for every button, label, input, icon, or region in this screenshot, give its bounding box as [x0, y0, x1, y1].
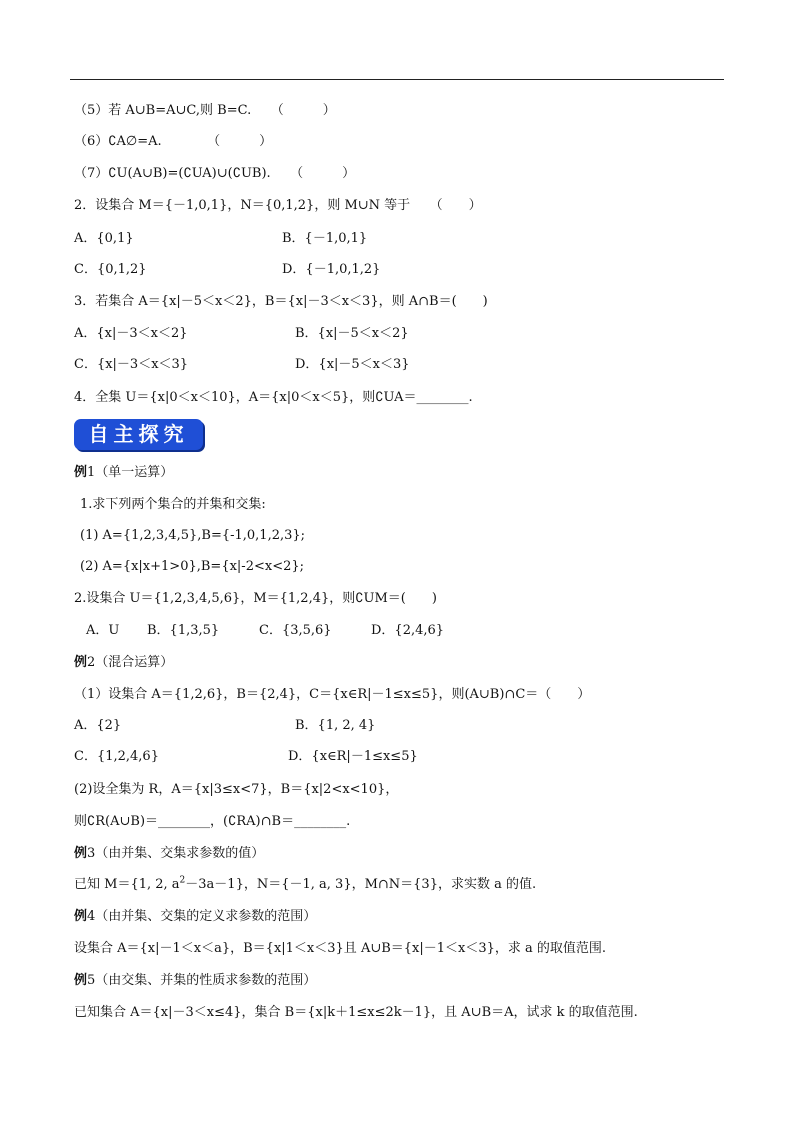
example-1-question-1b: (2) A={x|x+1>0},B={x|-2<x<2};: [80, 559, 305, 574]
option-c: C．{1,2,4,6}: [74, 749, 159, 764]
example-1-question-1a: (1) A={1,2,3,4,5},B={-1,0,1,2,3};: [80, 528, 306, 543]
option-d: D．{x|－5＜x＜3}: [295, 357, 410, 372]
example-3-heading: [74, 845, 264, 863]
option-a: A．{x|－3＜x＜2}: [74, 326, 188, 341]
header-rule: [70, 79, 724, 80]
option-c: C．{3,5,6}: [259, 623, 332, 638]
example-1-question-1: 1.求下列两个集合的并集和交集:: [80, 497, 266, 512]
example-label: 例: [74, 909, 88, 924]
example-4-heading: [74, 908, 316, 926]
example-2-question-2: (2)设全集为 R，A＝{x|3≤x<7}，B＝{x|2<x<10}，: [74, 782, 399, 797]
question-4: 4．全集 U＝{x|0＜x＜10}，A＝{x|0＜x＜5}，则∁UA＝________.: [74, 390, 473, 405]
example-1-question-2: 2.设集合 U＝{1,2,3,4,5,6}，M＝{1,2,4}，则∁UM＝( ): [74, 591, 437, 606]
option-d: D．{2,4,6}: [371, 623, 445, 638]
option-a: A．{0,1}: [74, 231, 134, 246]
option-b: B．{1,3,5}: [147, 623, 220, 638]
question-2: 2．设集合 M＝{－1,0,1}，N＝{0,1,2}，则 M∪N 等于 （ ）: [74, 198, 482, 213]
option-c: C．{x|－3＜x＜3}: [74, 357, 189, 372]
example-1-heading: [74, 464, 173, 482]
item-5: （5）若 A∪B=A∪C,则 B=C. （ ）: [74, 103, 336, 118]
example-2-heading: [74, 654, 173, 672]
example-4-text: 设集合 A＝{x|－1＜x＜a}，B＝{x|1＜x＜3}且 A∪B＝{x|－1＜x＜3}，求 a 的取值范围.: [74, 941, 607, 956]
example-2-question-1: （1）设集合 A＝{1,2,6}，B＝{2,4}，C＝{x∈R|－1≤x≤5}，则(A∪B)∩C＝（ ）: [74, 687, 591, 702]
item-7: （7）∁U(A∪B)=(∁UA)∪(∁UB). （ ）: [74, 166, 356, 181]
example-title: 5（由交集、并集的性质求参数的范围）: [87, 973, 317, 988]
example-5-heading: [74, 972, 316, 990]
item-6: （6）∁A∅=A. （ ）: [74, 134, 273, 149]
example-label: 例: [74, 465, 88, 480]
exponent: 2: [179, 875, 186, 886]
option-b: B．{－1,0,1}: [282, 231, 368, 246]
option-b: B．{x|－5＜x＜2}: [295, 326, 409, 341]
example-5-text: 已知集合 A＝{x|－3＜x≤4}，集合 B＝{x|k＋1≤x≤2k－1}，且 A∪B＝A，试求 k 的取值范围.: [74, 1005, 638, 1020]
example-title: 2（混合运算）: [87, 655, 174, 670]
example-label: 例: [74, 655, 88, 670]
example-3-text-a: 已知 M＝{1, 2, a: [74, 877, 180, 892]
example-2-question-2b: 则∁R(A∪B)＝________，(∁RA)∩B＝________.: [74, 814, 351, 829]
example-title: 3（由并集、交集求参数的值）: [87, 846, 265, 861]
example-title: 1（单一运算）: [87, 465, 174, 480]
example-3-text-b: －3a－1}，N＝{－1, a, 3}，M∩N＝{3}，求实数 a 的值.: [185, 877, 537, 892]
option-d: D．{x∈R|－1≤x≤5}: [288, 749, 418, 764]
option-c: C．{0,1,2}: [74, 262, 147, 277]
option-a: A．U: [86, 623, 120, 638]
question-3: 3．若集合 A＝{x|－5＜x＜2}，B＝{x|－3＜x＜3}，则 A∩B＝( ): [74, 294, 488, 309]
option-b: B．{1, 2, 4}: [295, 718, 376, 733]
section-banner: 自主探究: [74, 419, 203, 450]
example-title: 4（由并集、交集的定义求参数的范围）: [87, 909, 317, 924]
option-d: D．{－1,0,1,2}: [282, 262, 381, 277]
example-label: 例: [74, 973, 88, 988]
example-label: 例: [74, 846, 88, 861]
option-a: A．{2}: [74, 718, 122, 733]
example-3-text: [74, 876, 536, 894]
